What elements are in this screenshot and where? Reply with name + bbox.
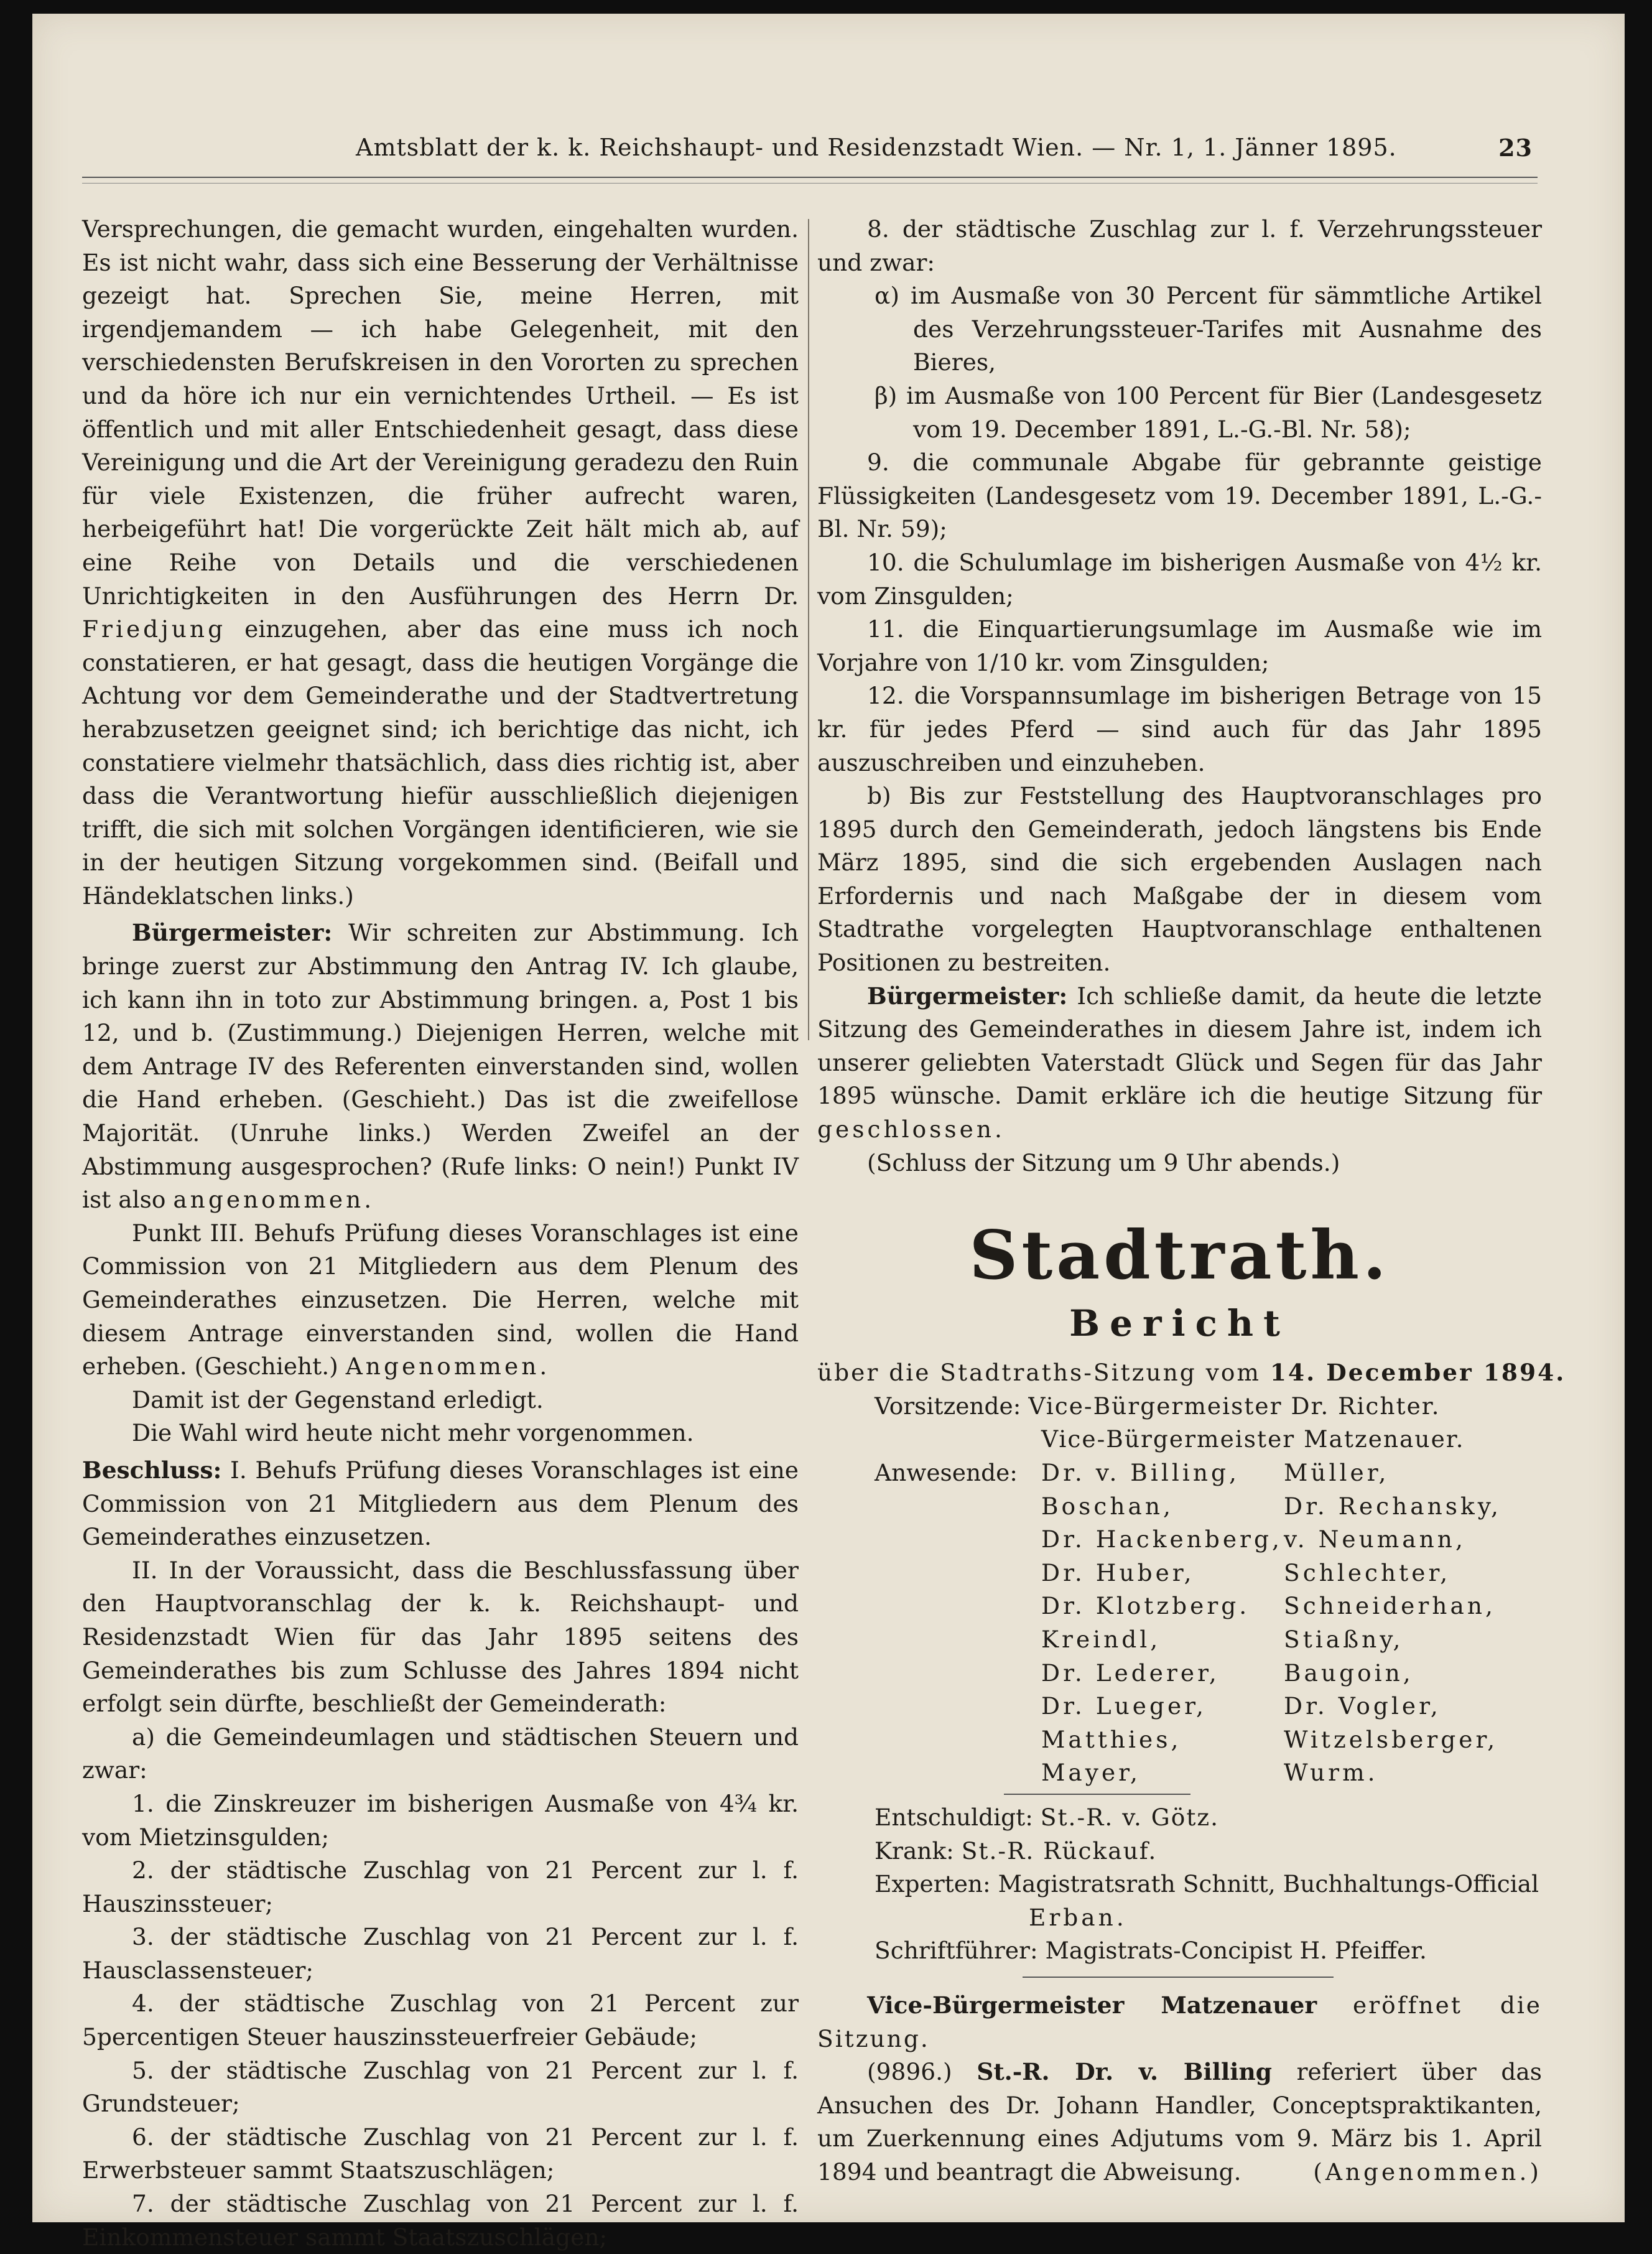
spaced-word: angenommen. bbox=[173, 1186, 375, 1214]
result-note: (Angenommen.) bbox=[1313, 2158, 1542, 2186]
text: Versprechungen, die gemacht wurden, eingehalten wurden. Es ist nicht wahr, dass sich eine Besserung der Verhältnisse gezeigt hat. Sprechen Sie, meine Herren, mit irgendjemandem — ich habe Gelegenheit, mit den verschiedensten Berufskreisen in den Vororten zu sprechen und da höre ich nur ein vernichtendes Urtheil. — Es ist öffentlich und mit aller Entschiedenheit gesagt, dass diese Vereinigung und die Art der Vereinigung geradezu den Ruin für viele Existenzen, die früher aufrecht waren, herbeigeführt hat! Die vorgerückte Zeit hält mich ab, auf eine Reihe von Details und die verschiedenen Unrichtigkeiten in den Ausführungen des Herrn Dr. bbox=[82, 215, 799, 610]
newspaper-page bbox=[32, 14, 1625, 2251]
list-item: 5. der städtische Zuschlag von 21 Percent zur l. f. Grundsteuer; bbox=[82, 2056, 799, 2118]
list-item: 7. der städtische Zuschlag von 21 Percent zur l. f. Einkommensteuer sammt Staatszuschlägen; bbox=[82, 2190, 799, 2251]
attendee: Kreindl, bbox=[1041, 1625, 1161, 1653]
attendee-row bbox=[817, 1723, 1542, 1757]
attendee: Dr. Rechansky, bbox=[1284, 1492, 1501, 1520]
list-item: 10. die Schulumlage im bisherigen Ausmaße von 4½ kr. vom Zinsgulden; bbox=[817, 548, 1542, 610]
text: referiert über das Ansuchen des Dr. Johann Handler, Conceptspraktikanten, um Zuerkennung eines Adjutums vom 9. März bis 1. April 1894 und beantragt die Abweisung. bbox=[817, 2058, 1543, 2186]
text: über die Stadtraths-Sitzung vom bbox=[817, 1359, 1261, 1387]
attendees bbox=[817, 1456, 1542, 1790]
list-item: 6. der städtische Zuschlag von 21 Percent zur l. f. Erwerbsteuer sammt Staatszuschlägen; bbox=[82, 2123, 799, 2184]
attendee: Stiaßny, bbox=[1284, 1625, 1404, 1653]
paragraph: II. In der Voraussicht, dass die Beschlussfassung über den Hauptvoranschlag der k. k. Reichshaupt- und Residenzstadt Wien für das Jahr 1895 seitens des Gemeinderathes bis zum Schlusse des Jahres 1894 nicht erfolgt sein dürfte, beschließt der Gemeinderath: bbox=[82, 1556, 799, 1718]
attendee: Dr. Huber, bbox=[1041, 1558, 1195, 1586]
label: Experten: bbox=[875, 1870, 991, 1898]
list-item: 1. die Zinskreuzer im bisherigen Ausmaße von 4¾ kr. vom Mietzinsgulden; bbox=[82, 1789, 799, 1851]
text: eröffnet die Sitzung. bbox=[817, 1991, 1543, 2052]
excused-row bbox=[817, 1801, 1542, 1835]
section-title: Stadtrath. bbox=[969, 1216, 1390, 1295]
report-date: 14. December 1894. bbox=[1269, 1359, 1566, 1387]
divider-rule bbox=[1023, 1977, 1334, 1978]
attendee-row bbox=[817, 1590, 1542, 1623]
attendee: Schlechter, bbox=[1284, 1558, 1451, 1586]
header-rule bbox=[82, 177, 1538, 184]
value: Magistratsrath Schnitt, Buchhaltungs-Official bbox=[998, 1870, 1539, 1898]
attendee: Dr. Hackenberg, bbox=[1041, 1525, 1283, 1553]
attendee-row bbox=[817, 1456, 1542, 1490]
attendee: Schneiderhan, bbox=[1284, 1592, 1496, 1620]
point-three bbox=[82, 1217, 799, 1384]
speaker-label: St.-R. Dr. v. Billing bbox=[977, 2058, 1272, 2086]
text: einzugehen, aber das eine muss ich noch constatieren, er hat gesagt, dass die heutigen Vorgänge die Achtung vor dem Gemeinderathe und der Stadtvertretung herabzusetzen geeignet sind; ich berichtige das nicht, ich constatiere vielmehr thatsächlich, dass dies richtig ist, aber dass die Verantwortung hiefür ausschließlich diejenigen trifft, die sich mit solchen Vorgängen identificieren, wie sie in der heutigen Sitzung vorgekommen sind. (Beifall und Händeklatschen links.) bbox=[82, 615, 799, 910]
list-item: 4. der städtische Zuschlag von 21 Percent zur 5percentigen Steuer hauszinssteuerfreier Gebäude; bbox=[82, 1990, 799, 2051]
list-item: 9. die communale Abgabe für gebrannte geistige Flüssigkeiten (Landesgesetz vom 19. December 1891, L.-G.-Bl. Nr. 59); bbox=[817, 449, 1542, 543]
spaced-word: Angenommen. bbox=[345, 1353, 550, 1381]
report-title: Bericht bbox=[1069, 1302, 1290, 1345]
list-item: 12. die Vorspannsumlage im bisherigen Betrage von 15 kr. für jedes Pferd — sind auch für das Jahr 1895 auszuschreiben und einzuheben. bbox=[817, 682, 1542, 776]
speech-continuation bbox=[82, 213, 799, 913]
spaced-name: Friedjung bbox=[82, 615, 226, 643]
attendee: Wurm. bbox=[1284, 1759, 1378, 1787]
list-subitem: α) im Ausmaße von 30 Percent für sämmtliche Artikel des Verzehrungssteuer-Tarifes mit Ausnahme des Bieres, bbox=[875, 282, 1542, 376]
mayor-statement bbox=[82, 916, 799, 1216]
attendee: Dr. Vogler, bbox=[1284, 1692, 1441, 1720]
attendee: Dr. Klotzberg. bbox=[1041, 1592, 1250, 1620]
chair-1: Vice-Bürgermeister Dr. Richter. bbox=[1028, 1392, 1441, 1420]
value: St.-R. Rückauf. bbox=[961, 1837, 1158, 1865]
attendee: v. Neumann, bbox=[1284, 1525, 1466, 1553]
text: Ich schließe damit, da heute die letzte Sitzung des Gemeinderathes in diesem Jahre ist, indem ich unserer geliebten Vaterstadt Glück und Segen für das Jahr 1895 wünsche. Damit erkläre ich die heutige Sitzung für bbox=[817, 982, 1543, 1110]
item-number: (9896.) bbox=[867, 2058, 952, 2086]
attendee-row bbox=[817, 1623, 1542, 1657]
label: Krank: bbox=[875, 1837, 954, 1865]
agenda-item bbox=[817, 2056, 1542, 2189]
experts-row bbox=[817, 1868, 1542, 1901]
paragraph: b) Bis zur Feststellung des Hauptvoranschlages pro 1895 durch den Gemeinderath, jedoch längstens bis Ende März 1895, sind die sich ergebenden Auslagen nach Erfordernis und nach Maßgabe der in diesem vom Stadtrathe vorgelegten Hauptvoranschlage enthaltenen Positionen zu bestreiten. bbox=[817, 782, 1542, 977]
secretary-row bbox=[817, 1934, 1542, 1968]
attendee: Witzelsberger, bbox=[1284, 1725, 1498, 1753]
chair-row bbox=[817, 1390, 1542, 1423]
label: Vorsitzende: bbox=[875, 1392, 1021, 1420]
label: Anwesende: bbox=[875, 1459, 1018, 1486]
label: Schriftführer: bbox=[875, 1937, 1038, 1965]
speaker-label: Bürgermeister: bbox=[867, 982, 1068, 1010]
attendee: Dr. Lueger, bbox=[1041, 1692, 1207, 1720]
list-item: 11. die Einquartierungsumlage im Ausmaße wie im Vorjahre von 1/10 kr. vom Zinsgulden; bbox=[817, 615, 1542, 676]
speaker-label: Bürgermeister: bbox=[132, 919, 333, 947]
chair-2: Vice-Bürgermeister Matzenauer. bbox=[1041, 1425, 1465, 1453]
sick-row bbox=[817, 1835, 1542, 1868]
attendee: Mayer, bbox=[1041, 1759, 1141, 1787]
attendee-row bbox=[817, 1523, 1542, 1557]
divider-rule bbox=[1004, 1794, 1190, 1795]
text: I. Behufs Prüfung dieses Voranschlages ist eine Commission von 21 Mitgliedern aus dem Plenum des Gemeinderathes einzusetzen. bbox=[82, 1456, 799, 1551]
attendee-row bbox=[817, 1756, 1542, 1790]
list-subitem: β) im Ausmaße von 100 Percent für Bier (Landesgesetz vom 19. December 1891, L.-G.-Bl. Nr. 58); bbox=[875, 381, 1542, 443]
closing-note: (Schluss der Sitzung um 9 Uhr abends.) bbox=[867, 1148, 1340, 1176]
attendee-row bbox=[817, 1490, 1542, 1524]
attendee: Müller, bbox=[1284, 1459, 1390, 1486]
paragraph: a) die Gemeindeumlagen und städtischen Steuern und zwar: bbox=[82, 1723, 799, 1784]
spaced-word: geschlossen. bbox=[817, 1115, 1005, 1143]
resolution-label: Beschluss: bbox=[82, 1456, 222, 1484]
value: St.-R. v. Götz. bbox=[1040, 1803, 1220, 1831]
list-item: 8. der städtische Zuschlag zur l. f. Verzehrungssteuer und zwar: bbox=[817, 215, 1542, 276]
paragraph: Damit ist der Gegenstand erledigt. bbox=[132, 1385, 544, 1413]
attendee: Dr. v. Billing, bbox=[1041, 1459, 1240, 1486]
attendee-row bbox=[817, 1657, 1542, 1690]
page-header bbox=[126, 129, 1533, 172]
attendee: Baugoin, bbox=[1284, 1659, 1414, 1687]
value: Magistrats-Concipist H. Pfeiffer. bbox=[1045, 1937, 1427, 1965]
mayor-closing bbox=[817, 980, 1542, 1147]
attendee-row bbox=[817, 1690, 1542, 1723]
list-item: 2. der städtische Zuschlag von 21 Percent zur l. f. Hauszinssteuer; bbox=[82, 1856, 799, 1917]
text: Punkt III. Behufs Prüfung dieses Voranschlages ist eine Commission von 21 Mitgliedern aus dem Plenum des Gemeinderathes einzusetzen. Die Herren, welche mit diesem Antrage einverstanden sind, wollen die Hand erheben. (Geschieht.) bbox=[82, 1219, 799, 1381]
report-subtitle bbox=[817, 1356, 1566, 1390]
attendee: Dr. Lederer, bbox=[1041, 1659, 1220, 1687]
resolution bbox=[82, 1454, 799, 1554]
left-column bbox=[82, 213, 799, 2254]
speaker-label: Vice-Bürgermeister Matzenauer bbox=[867, 1991, 1317, 2019]
attendee-row bbox=[817, 1557, 1542, 1590]
experts-row-2: Erban. bbox=[1029, 1903, 1127, 1931]
attendee: Boschan, bbox=[1041, 1492, 1174, 1520]
attendee: Matthies, bbox=[1041, 1725, 1182, 1753]
column-divider bbox=[808, 219, 809, 1040]
page-number: 23 bbox=[1498, 134, 1533, 162]
session-open bbox=[817, 1989, 1542, 2056]
list-item: 3. der städtische Zuschlag von 21 Percent zur l. f. Hausclassensteuer; bbox=[82, 1923, 799, 1984]
header-title: Amtsblatt der k. k. Reichshaupt- und Residenzstadt Wien. — Nr. 1, 1. Jänner 1895. bbox=[356, 134, 1397, 161]
right-column bbox=[817, 213, 1566, 2189]
text: Wir schreiten zur Abstimmung. Ich bringe zuerst zur Abstimmung den Antrag IV. Ich glaube, ich kann ihn in toto zur Abstimmung bringen. a, Post 1 bis 12, und b. (Zustimmung.) Diejenigen Herren, welche mit dem Antrage IV des Referenten einverstanden sind, wollen die Hand erheben. (Geschieht.) Das ist die zweifellose Majorität. (Unruhe links.) Werden Zweifel an der Abstimmung ausgesprochen? (Rufe links: O nein!) Punkt IV ist also bbox=[82, 919, 799, 1214]
paragraph: Die Wahl wird heute nicht mehr vorgenommen. bbox=[132, 1419, 694, 1447]
label: Entschuldigt: bbox=[875, 1803, 1033, 1831]
